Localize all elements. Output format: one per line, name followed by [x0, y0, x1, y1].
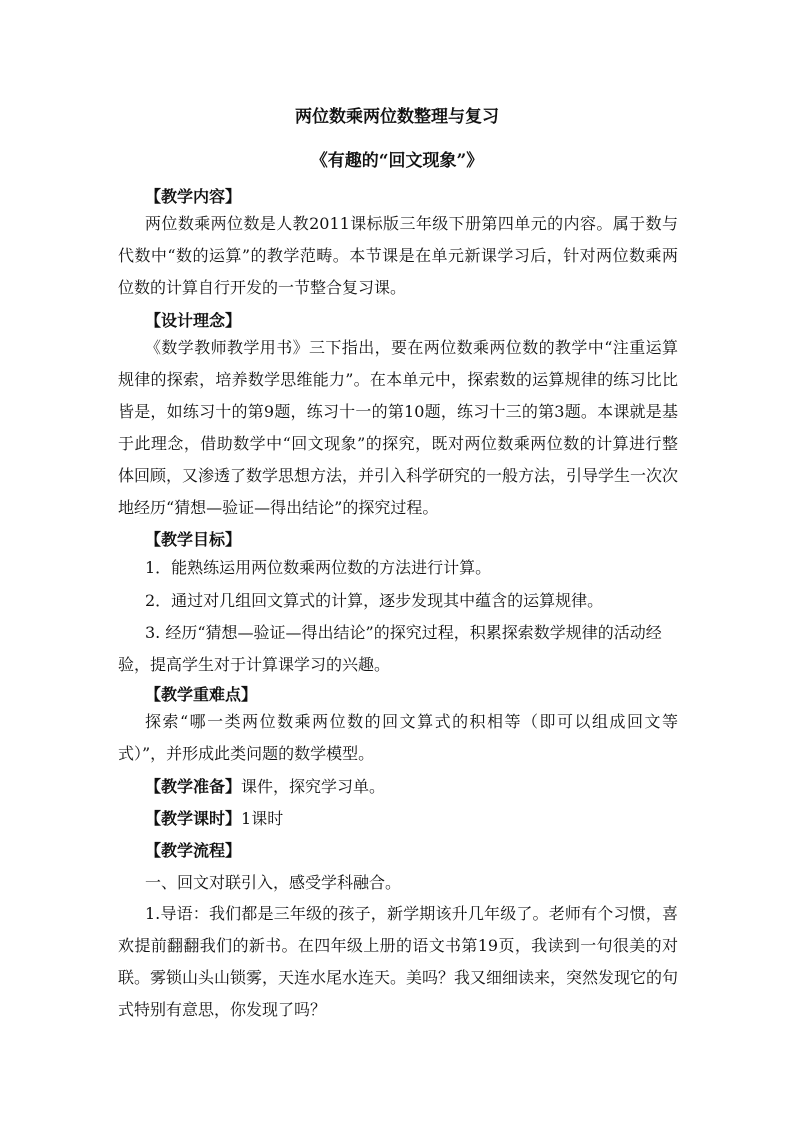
- document-title: 两位数乘两位数整理与复习: [295, 107, 499, 127]
- prep-value: 课件，探究学习单。: [241, 777, 386, 796]
- hours-value: 1课时: [241, 809, 284, 828]
- hours-label: 【教学课时】: [145, 809, 242, 828]
- section-paragraph-key-points: 探索“哪一类两位数乘两位数的回文算式的积相等（即可以组成回文等式）”，并形成此类问题的数学模型。: [118, 712, 678, 763]
- section-heading-key-points: 【教学重难点】: [145, 685, 258, 704]
- hours-line: [145, 809, 794, 829]
- goal-item-3: 3. 经历“猜想—验证—得出结论”的探究过程，积累探索数学规律的活动经验，提高学生对于计算课学习的兴趣。: [118, 623, 662, 674]
- prep-line: [145, 777, 794, 797]
- section-heading-process: 【教学流程】: [145, 841, 242, 860]
- goal-item-2: 2．通过对几组回文算式的计算，逐步发现其中蕴含的运算规律。: [145, 591, 604, 610]
- section-paragraph-content: 两位数乘两位数是人教2011课标版三年级下册第四单元的内容。属于数与代数中“数的运算”的教学范畴。本节课是在单元新课学习后，针对两位数乘两位数的计算自行开发的一节整合复习课。: [118, 214, 678, 297]
- section-paragraph-design: 《数学教师教学用书》三下指出，要在两位数乘两位数的教学中“注重运算规律的探索，培养数学思维能力”。在本单元中，探索数的运算规律的练习比比皆是，如练习十的第9题，练习十一的第10题，练习十三的第3题。本课就是基于此理念，借助数学中“回文现象”的探究，既对两位数乘两位数的计算进行整体回顾，又渗透了数学思想方法，并引入科学研究的一般方法，引导学生一次次地经历“猜想—验证—得出结论”的探究过程。: [118, 338, 679, 517]
- section-heading-design: 【设计理念】: [145, 311, 242, 330]
- document-subtitle: 《有趣的“回文现象”》: [310, 151, 484, 171]
- prep-label: 【教学准备】: [145, 777, 242, 796]
- goal-item-1: 1．能熟练运用两位数乘两位数的方法进行计算。: [145, 558, 492, 577]
- section-heading-goals: 【教学目标】: [145, 530, 242, 549]
- section-heading-content: 【教学内容】: [145, 187, 242, 206]
- process-paragraph-1: 1.导语：我们都是三年级的孩子，新学期该升几年级了。老师有个习惯，喜欢提前翻翻我们的新书。在四年级上册的语文书第19页，我读到一句很美的对联。雾锁山头山锁雾，天连水尾水连天。美吗？我又细细读来，突然发现它的句式特别有意思，你发现了吗？: [118, 904, 679, 1019]
- process-step-1: 一、回文对联引入，感受学科融合。: [145, 873, 402, 892]
